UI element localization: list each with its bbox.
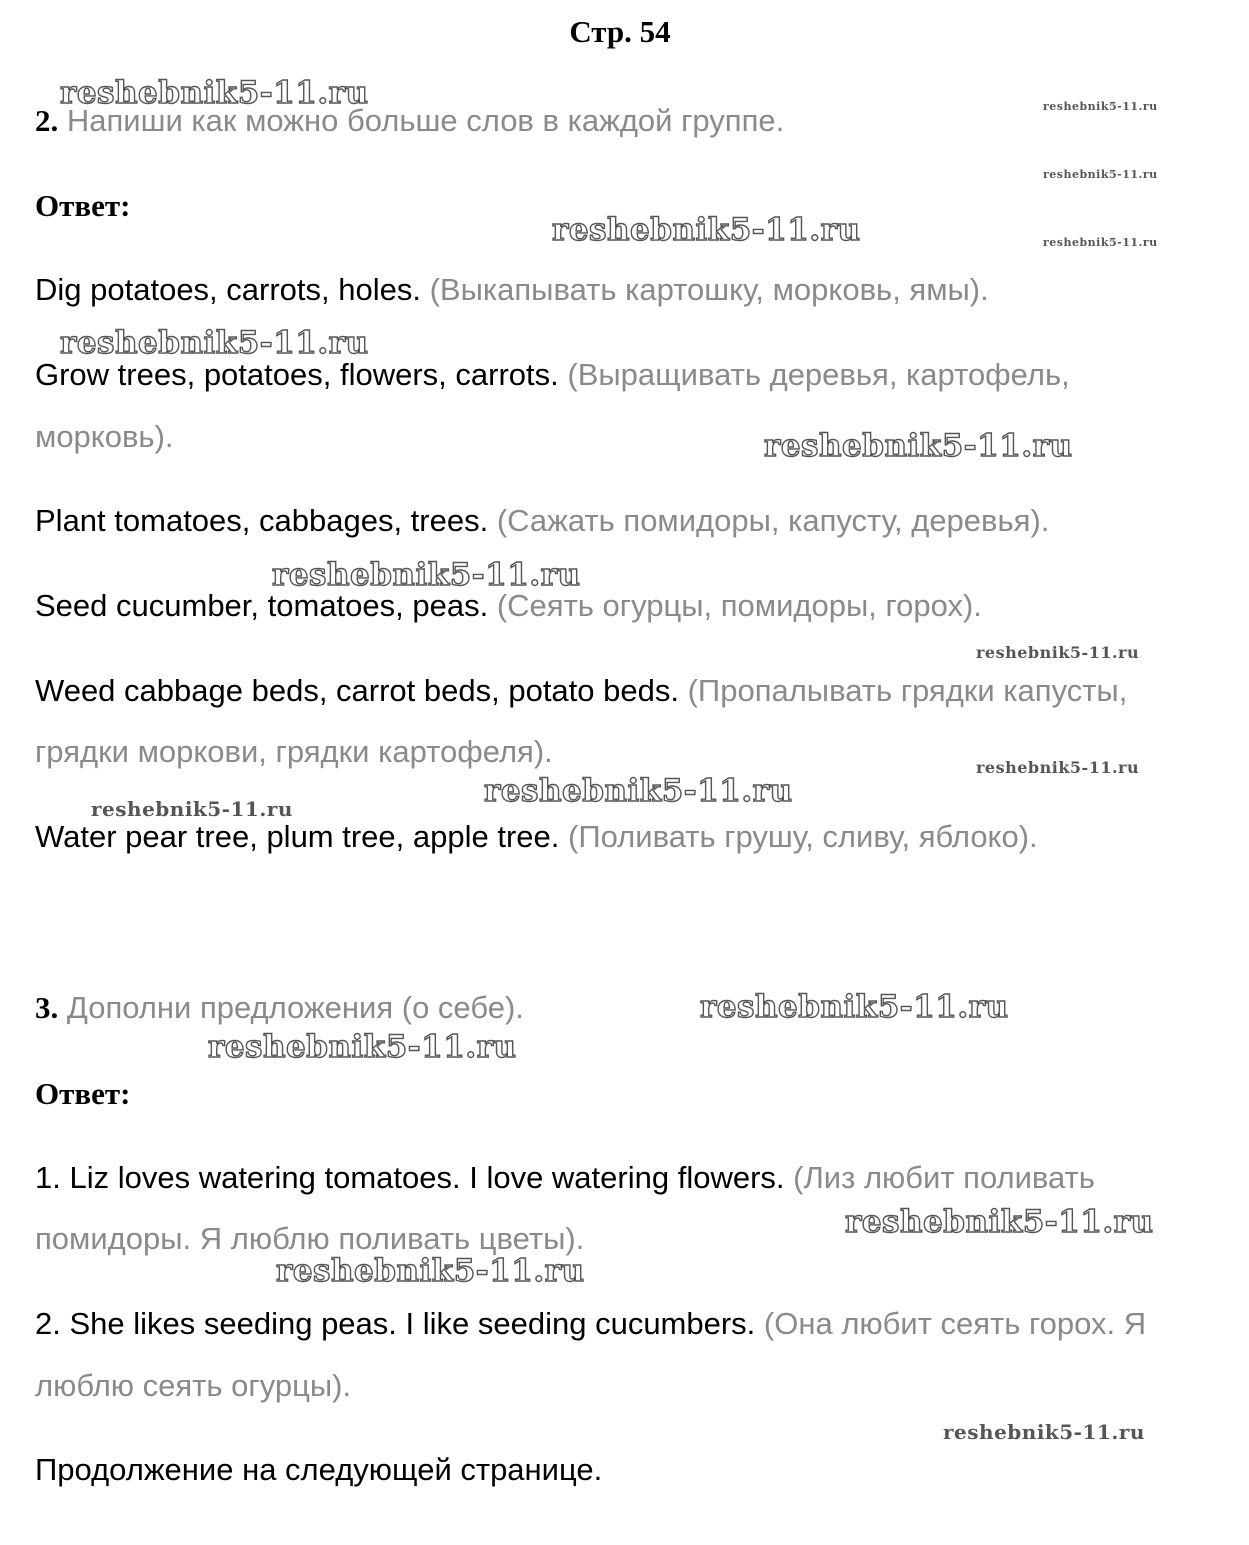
answer-english: Water pear tree, plum tree, apple tree. — [35, 819, 560, 854]
answer-english: 1. Liz loves watering tomatoes. I love watering flowers. — [35, 1160, 785, 1195]
watermark: reshebnik5-11.ru — [552, 212, 861, 248]
watermark: reshebnik5-11.ru — [60, 325, 369, 361]
task3-heading — [35, 990, 524, 1026]
answer-english: Weed cabbage beds, carrot beds, potato beds. — [35, 673, 679, 708]
answer-translation-cont: морковь). — [35, 419, 174, 454]
answer-translation: (Сажать помидоры, капусту, деревья). — [496, 503, 1050, 538]
answer-line — [35, 503, 1049, 539]
watermark: reshebnik5-11.ru — [484, 773, 793, 809]
answer-label: Ответ: — [35, 188, 131, 223]
answer-line — [35, 1160, 1095, 1196]
answer-english: Grow trees, potatoes, flowers, carrots. — [35, 357, 559, 392]
watermark: reshebnik5-11.ru — [943, 1420, 1145, 1444]
footer-note: Продолжение на следующей странице. — [35, 1452, 603, 1487]
watermark: reshebnik5-11.ru — [700, 989, 1009, 1025]
watermark: reshebnik5-11.ru — [1043, 100, 1158, 113]
watermark: reshebnik5-11.ru — [60, 75, 369, 111]
answer-line — [35, 673, 1127, 709]
watermark: reshebnik5-11.ru — [976, 643, 1140, 662]
answer-translation: (Лиз любит поливать — [793, 1160, 1095, 1195]
watermark: reshebnik5-11.ru — [91, 797, 293, 821]
answer-translation: (Сеять огурцы, помидоры, горох). — [496, 588, 982, 623]
answer-english: 2. She likes seeding peas. I like seeding cucumbers. — [35, 1306, 756, 1341]
watermark: reshebnik5-11.ru — [764, 428, 1073, 464]
watermark: reshebnik5-11.ru — [845, 1204, 1154, 1240]
task-number: 2. — [35, 103, 59, 138]
answer-english: Plant tomatoes, cabbages, trees. — [35, 503, 489, 538]
answer-translation: (Пропалывать грядки капусты, — [687, 673, 1128, 708]
answer-english: Seed cucumber, tomatoes, peas. — [35, 588, 489, 623]
answer-translation: (Выкапывать картошку, морковь, ямы). — [429, 272, 989, 307]
watermark: reshebnik5-11.ru — [976, 758, 1140, 777]
answer-line — [35, 588, 982, 624]
answer-line — [35, 819, 1038, 855]
answer-translation: (Поливать грушу, сливу, яблоко). — [568, 819, 1038, 854]
answer-translation: (Выращивать деревья, картофель, — [567, 357, 1070, 392]
watermark: reshebnik5-11.ru — [1043, 236, 1158, 249]
answer-translation-cont: помидоры. Я люблю поливать цветы). — [35, 1221, 585, 1256]
answer-translation-cont: грядки моркови, грядки картофеля). — [35, 734, 553, 769]
answer-translation: (Она любит сеять горох. Я — [763, 1306, 1147, 1341]
answer-translation-cont: люблю сеять огурцы). — [35, 1368, 352, 1403]
watermark: reshebnik5-11.ru — [272, 557, 581, 593]
task-text: Дополни предложения (о себе). — [66, 990, 524, 1025]
answer-english: Dig potatoes, carrots, holes. — [35, 272, 421, 307]
answer-line — [35, 1306, 1146, 1342]
watermark: reshebnik5-11.ru — [276, 1253, 585, 1289]
page-title: Стр. 54 — [569, 14, 671, 49]
task-number: 3. — [35, 990, 59, 1025]
watermark: reshebnik5-11.ru — [208, 1029, 517, 1065]
answer-line — [35, 272, 989, 308]
answer-line — [35, 357, 1070, 393]
watermark: reshebnik5-11.ru — [1043, 168, 1158, 181]
answer-label: Ответ: — [35, 1076, 131, 1111]
task2-heading — [35, 103, 784, 139]
task-text: Напиши как можно больше слов в каждой группе. — [66, 103, 785, 138]
